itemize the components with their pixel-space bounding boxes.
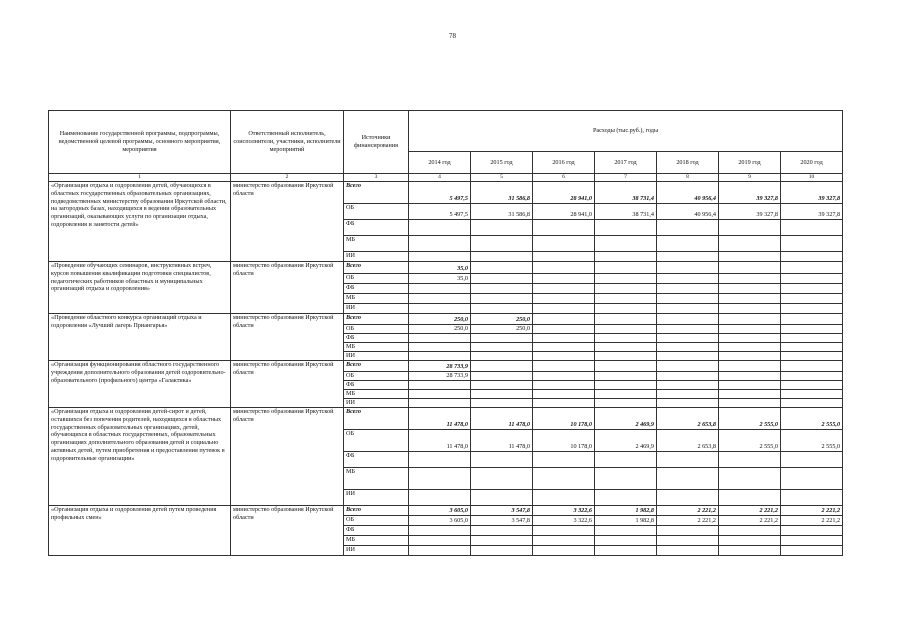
expense-value [657, 284, 719, 294]
expense-value [719, 220, 781, 236]
expense-value: 250,0 [409, 325, 471, 334]
expense-value [409, 452, 471, 468]
expense-value: 2 221,2 [657, 506, 719, 516]
column-number: 8 [657, 174, 719, 182]
funding-source: Всего [344, 262, 409, 274]
expense-value [533, 294, 595, 304]
page-number: 78 [449, 32, 456, 40]
column-number: 4 [409, 174, 471, 182]
column-number: 9 [719, 174, 781, 182]
expense-value [533, 372, 595, 381]
activity-name: «Организация отдыха и оздоровления детей-сирот и детей, оставшихся без попечения родителей, находящихся в областных государственных образовательных организациях, детей, обучающихся в областных государственных, образовательных организациях дополнительного образования детей и социально активных детей, путем приобретения и предоставления путевок в оздоровительные организации» [49, 408, 231, 506]
expense-value [719, 546, 781, 556]
expense-value [409, 220, 471, 236]
expense-value [409, 526, 471, 536]
expense-value: 28 733,9 [409, 372, 471, 381]
funding-source: ОБ [344, 516, 409, 526]
expense-value: 3 605,0 [409, 516, 471, 526]
expense-value [595, 274, 657, 284]
funding-source: Всего [344, 506, 409, 516]
expense-value [471, 274, 533, 284]
expense-value [471, 390, 533, 399]
expense-value [719, 361, 781, 372]
expense-value [657, 372, 719, 381]
funding-source: ИИ [344, 352, 409, 361]
expense-value: 39 327,8 [781, 182, 843, 204]
expense-value [781, 284, 843, 294]
expense-value [409, 343, 471, 352]
expense-value [595, 452, 657, 468]
expense-value [595, 526, 657, 536]
funding-source: ИИ [344, 490, 409, 506]
expense-value: 5 497,5 [409, 204, 471, 220]
expense-value: 2 555,0 [719, 430, 781, 452]
funding-source: ФБ [344, 284, 409, 294]
header-year: 2019 год [719, 152, 781, 174]
expense-value [471, 546, 533, 556]
expense-value: 2 221,2 [781, 516, 843, 526]
expense-value [409, 352, 471, 361]
expense-value [533, 334, 595, 343]
expense-value [533, 399, 595, 408]
funding-source: ИИ [344, 399, 409, 408]
column-number: 2 [231, 174, 344, 182]
expense-value [781, 304, 843, 314]
table-row [49, 182, 843, 204]
expense-value [471, 361, 533, 372]
funding-source: ФБ [344, 381, 409, 390]
expense-value [533, 314, 595, 325]
expense-value: 2 221,2 [781, 506, 843, 516]
column-number: 6 [533, 174, 595, 182]
expense-value [657, 294, 719, 304]
expense-value [533, 352, 595, 361]
funding-source: ФБ [344, 220, 409, 236]
expense-value [719, 452, 781, 468]
activity-name: «Проведение обучающих семинаров, инструктивных встреч, курсов повышения квалификации подготовки специалистов, педагогических работников областных и муниципальных организаций отдыха и оздоровления» [49, 262, 231, 314]
expense-value: 11 478,0 [409, 430, 471, 452]
expense-value: 10 178,0 [533, 408, 595, 430]
expense-value [719, 372, 781, 381]
activity-name: «Организация отдыха и оздоровления детей путем проведения профильных смен» [49, 506, 231, 556]
expense-value [781, 274, 843, 284]
expense-value [595, 399, 657, 408]
expense-value [657, 361, 719, 372]
expense-value [657, 490, 719, 506]
expense-value [533, 546, 595, 556]
expense-value [657, 304, 719, 314]
expense-value [533, 262, 595, 274]
column-number: 3 [344, 174, 409, 182]
expense-value [595, 284, 657, 294]
expense-value [409, 381, 471, 390]
expense-value [471, 284, 533, 294]
table-body [49, 182, 843, 556]
expense-value: 250,0 [471, 325, 533, 334]
expense-value [533, 284, 595, 294]
expense-value [719, 352, 781, 361]
expense-value: 35,0 [409, 274, 471, 284]
expense-value: 39 327,8 [719, 204, 781, 220]
expense-value [595, 262, 657, 274]
expense-value: 40 956,4 [657, 182, 719, 204]
expense-value [781, 220, 843, 236]
expense-value [657, 325, 719, 334]
funding-source: ФБ [344, 526, 409, 536]
expense-value [657, 352, 719, 361]
responsible-executor: министерство образования Иркутской области [231, 262, 344, 314]
expense-value [471, 220, 533, 236]
expense-value [471, 262, 533, 274]
funding-source: ОБ [344, 204, 409, 220]
expense-value [657, 262, 719, 274]
expense-value [533, 526, 595, 536]
activity-name: «Организация функционирования областного государственного учреждения дополнительного образования детей оздоровительно-образовательного (профильного) центра «Галактика» [49, 361, 231, 408]
expense-value [471, 304, 533, 314]
expense-value [471, 372, 533, 381]
expense-value [471, 334, 533, 343]
expense-value [719, 236, 781, 252]
funding-source: ОБ [344, 325, 409, 334]
funding-source: Всего [344, 314, 409, 325]
expense-value [719, 252, 781, 262]
expense-value: 2 221,2 [719, 516, 781, 526]
expense-value [781, 325, 843, 334]
expense-value [409, 334, 471, 343]
expense-value [409, 536, 471, 546]
expense-value [533, 452, 595, 468]
header-expenses: Расходы (тыс.руб.), годы [409, 111, 843, 152]
expense-value [657, 274, 719, 284]
funding-source: МБ [344, 536, 409, 546]
expense-value [719, 325, 781, 334]
expense-value [471, 252, 533, 262]
activity-name: «Организация отдыха и оздоровления детей, обучающихся в областных государственных образовательных организациях, подведомственных министерству образования Иркутской области, на загородных базах, находящихся в ведении образовательных организаций, оказывающих услуги по организации отдыха, оздоровления и занятости детей» [49, 182, 231, 262]
column-number: 10 [781, 174, 843, 182]
expense-value [781, 314, 843, 325]
expense-value [719, 294, 781, 304]
expense-value [781, 236, 843, 252]
expense-value [533, 274, 595, 284]
funding-source: ОБ [344, 430, 409, 452]
expense-value: 2 221,2 [657, 516, 719, 526]
expense-value [657, 526, 719, 536]
header-year: 2020 год [781, 152, 843, 174]
expense-value: 2 555,0 [719, 408, 781, 430]
funding-source: Всего [344, 408, 409, 430]
funding-source: ИИ [344, 546, 409, 556]
funding-source: МБ [344, 294, 409, 304]
expense-value [533, 361, 595, 372]
expense-value [657, 381, 719, 390]
funding-source: Всего [344, 361, 409, 372]
expense-value: 1 982,8 [595, 506, 657, 516]
expense-value: 11 478,0 [471, 408, 533, 430]
expense-value [471, 352, 533, 361]
expense-value [781, 536, 843, 546]
funding-source: Всего [344, 182, 409, 204]
expense-value [409, 294, 471, 304]
expense-value: 11 478,0 [409, 408, 471, 430]
expense-value [533, 381, 595, 390]
header-year: 2018 год [657, 152, 719, 174]
budget-table [48, 110, 843, 556]
expense-value [471, 526, 533, 536]
funding-source: МБ [344, 236, 409, 252]
expense-value [595, 325, 657, 334]
expense-value: 40 956,4 [657, 204, 719, 220]
expense-value [657, 399, 719, 408]
expense-value [595, 352, 657, 361]
expense-value [595, 546, 657, 556]
expense-value [719, 304, 781, 314]
expense-value [471, 452, 533, 468]
expense-value [533, 390, 595, 399]
expense-value [595, 236, 657, 252]
expense-value: 5 497,5 [409, 182, 471, 204]
expense-value [657, 468, 719, 490]
expense-value: 3 322,6 [533, 506, 595, 516]
funding-source: ФБ [344, 334, 409, 343]
expense-value [409, 252, 471, 262]
responsible-executor: министерство образования Иркутской области [231, 361, 344, 408]
expense-value [533, 490, 595, 506]
expense-value [533, 236, 595, 252]
expense-value [471, 343, 533, 352]
header-year: 2017 год [595, 152, 657, 174]
expense-value: 28 733,9 [409, 361, 471, 372]
funding-source: ОБ [344, 372, 409, 381]
expense-value [533, 325, 595, 334]
expense-value [719, 284, 781, 294]
table-row [49, 361, 843, 372]
expense-value [657, 236, 719, 252]
expense-value [657, 220, 719, 236]
expense-value [409, 304, 471, 314]
expense-value [781, 352, 843, 361]
expense-value [595, 304, 657, 314]
expense-value: 11 478,0 [471, 430, 533, 452]
expense-value: 39 327,8 [719, 182, 781, 204]
expense-value: 1 982,8 [595, 516, 657, 526]
expense-value [781, 390, 843, 399]
expense-value [409, 284, 471, 294]
expense-value: 38 731,4 [595, 182, 657, 204]
funding-source: ФБ [344, 452, 409, 468]
expense-value [471, 236, 533, 252]
expense-value [657, 343, 719, 352]
expense-value [595, 334, 657, 343]
expense-value [533, 343, 595, 352]
expense-value [719, 334, 781, 343]
expense-value [409, 468, 471, 490]
column-number: 5 [471, 174, 533, 182]
expense-value: 31 586,8 [471, 204, 533, 220]
expense-value [657, 314, 719, 325]
expense-value [657, 452, 719, 468]
expense-value [719, 490, 781, 506]
expense-value [719, 468, 781, 490]
expense-value: 3 547,8 [471, 506, 533, 516]
expense-value [781, 381, 843, 390]
expense-value [471, 399, 533, 408]
expense-value [533, 220, 595, 236]
expense-value: 2 469,9 [595, 408, 657, 430]
expense-value [719, 399, 781, 408]
expense-value [719, 274, 781, 284]
expense-value [595, 343, 657, 352]
expense-value [781, 452, 843, 468]
header-name: Наименование государственной программы, подпрограммы, ведомственной целевой программы, основного мероприятия, мероприятия [49, 111, 231, 174]
funding-source: ИИ [344, 252, 409, 262]
expense-value [657, 546, 719, 556]
expense-value [781, 343, 843, 352]
expense-value [471, 536, 533, 546]
expense-value: 35,0 [409, 262, 471, 274]
expense-value: 2 653,8 [657, 408, 719, 430]
expense-value: 3 605,0 [409, 506, 471, 516]
expense-value [657, 252, 719, 262]
expense-value [595, 490, 657, 506]
column-number: 7 [595, 174, 657, 182]
funding-source: ИИ [344, 304, 409, 314]
expense-value [781, 372, 843, 381]
expense-value [471, 381, 533, 390]
expense-value: 39 327,8 [781, 204, 843, 220]
responsible-executor: министерство образования Иркутской области [231, 408, 344, 506]
expense-value [533, 252, 595, 262]
expense-value [595, 294, 657, 304]
table-row [49, 262, 843, 274]
expense-value [409, 490, 471, 506]
expense-value [781, 334, 843, 343]
header-year: 2014 год [409, 152, 471, 174]
expense-value [719, 536, 781, 546]
expense-value [595, 252, 657, 262]
expense-value: 2 555,0 [781, 408, 843, 430]
expense-value [719, 390, 781, 399]
expense-value [595, 381, 657, 390]
expense-value [595, 361, 657, 372]
expense-value: 2 221,2 [719, 506, 781, 516]
expense-value: 38 731,4 [595, 204, 657, 220]
expense-value: 250,0 [471, 314, 533, 325]
header-responsible: Ответственный исполнитель, соисполнители, участники, исполнители мероприятий [231, 111, 344, 174]
responsible-executor: министерство образования Иркутской области [231, 314, 344, 361]
expense-value [657, 390, 719, 399]
table-row [49, 314, 843, 325]
expense-value: 31 586,8 [471, 182, 533, 204]
expense-value: 3 547,8 [471, 516, 533, 526]
expense-value [781, 399, 843, 408]
funding-source: ОБ [344, 274, 409, 284]
header-year: 2016 год [533, 152, 595, 174]
expense-value: 2 653,8 [657, 430, 719, 452]
funding-source: МБ [344, 343, 409, 352]
expense-value: 2 469,9 [595, 430, 657, 452]
activity-name: «Проведение областного конкурса организаций отдыха и оздоровления «Лучший лагерь Приангарья» [49, 314, 231, 361]
expense-value [781, 262, 843, 274]
expense-value [719, 262, 781, 274]
expense-value [781, 490, 843, 506]
expense-value [533, 304, 595, 314]
expense-value [471, 294, 533, 304]
expense-value [595, 220, 657, 236]
expense-value [719, 526, 781, 536]
expense-value [657, 334, 719, 343]
expense-value [409, 236, 471, 252]
header-year: 2015 год [471, 152, 533, 174]
expense-value: 3 322,6 [533, 516, 595, 526]
expense-value [781, 252, 843, 262]
expense-value [533, 536, 595, 546]
expense-value [471, 490, 533, 506]
expense-value [781, 526, 843, 536]
expense-value [409, 399, 471, 408]
expense-value [533, 468, 595, 490]
expense-value [781, 294, 843, 304]
expense-value [409, 390, 471, 399]
expense-value: 28 941,0 [533, 204, 595, 220]
expense-value: 250,0 [409, 314, 471, 325]
expense-value: 2 555,0 [781, 430, 843, 452]
column-number: 1 [49, 174, 231, 182]
expense-value [657, 536, 719, 546]
expense-value [595, 314, 657, 325]
expense-value: 28 941,0 [533, 182, 595, 204]
expense-value [595, 372, 657, 381]
responsible-executor: министерство образования Иркутской области [231, 182, 344, 262]
expense-value [781, 361, 843, 372]
responsible-executor: министерство образования Иркутской области [231, 506, 344, 556]
expense-value [595, 468, 657, 490]
expense-value: 10 178,0 [533, 430, 595, 452]
expense-value [471, 468, 533, 490]
expense-value [719, 381, 781, 390]
table-row [49, 506, 843, 516]
expense-value [409, 546, 471, 556]
expense-value [781, 468, 843, 490]
expense-value [719, 343, 781, 352]
expense-value [781, 546, 843, 556]
expense-value [595, 390, 657, 399]
header-source: Источники финансирования [344, 111, 409, 174]
expense-value [595, 536, 657, 546]
funding-source: МБ [344, 468, 409, 490]
expense-value [719, 314, 781, 325]
funding-source: МБ [344, 390, 409, 399]
table-row [49, 408, 843, 430]
